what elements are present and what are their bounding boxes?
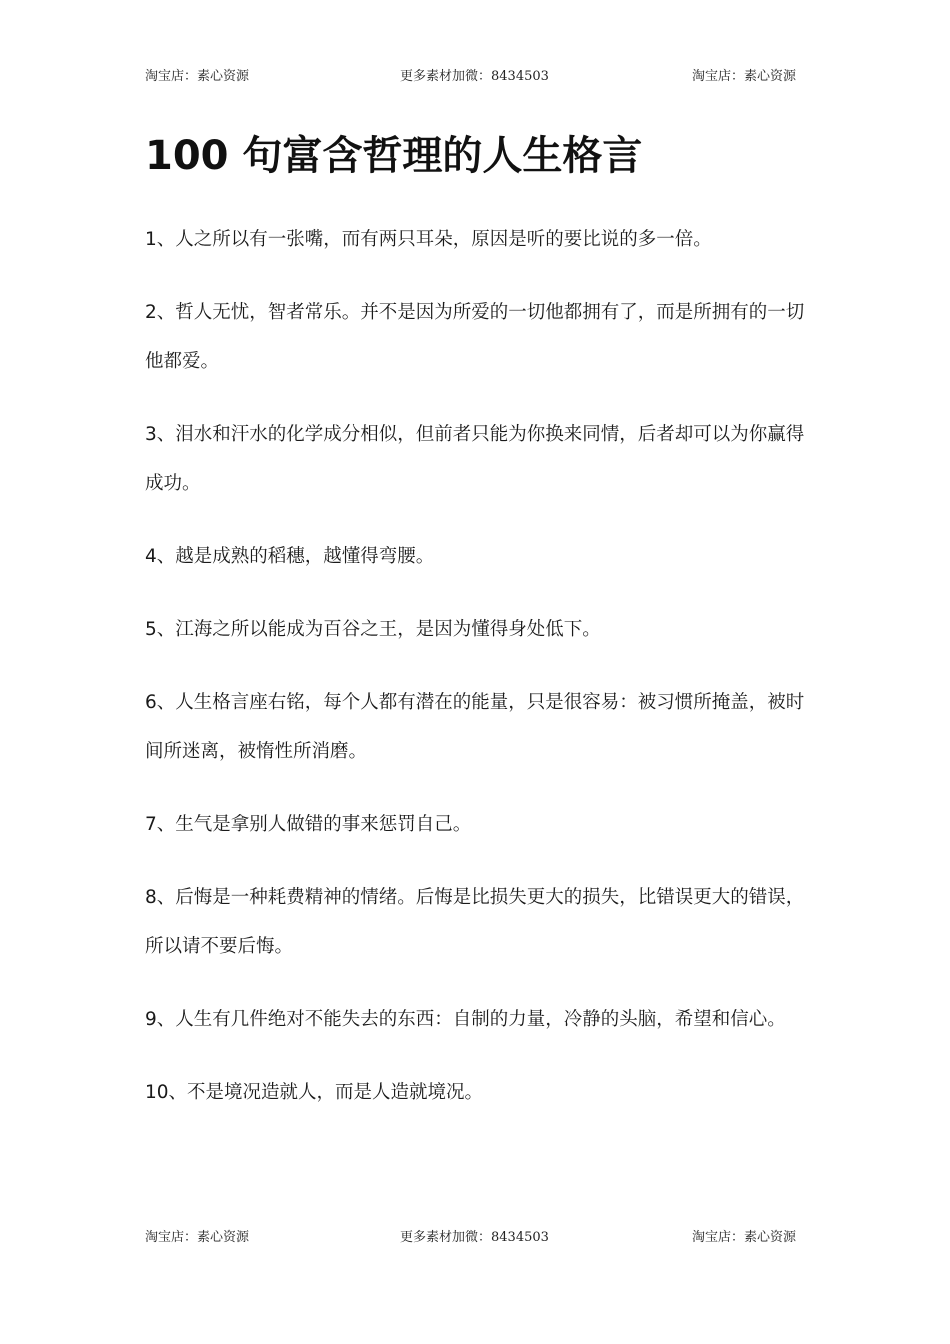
- quote-item: 10、不是境况造就人，而是人造就境况。: [145, 1082, 484, 1103]
- page-title: 100 句富含哲理的人生格言: [145, 133, 643, 179]
- quote-item: 9、人生有几件绝对不能失去的东西：自制的力量，冷静的头脑，希望和信心。: [145, 1009, 786, 1030]
- page-footer: [0, 1228, 950, 1248]
- quote-item: 1、人之所以有一张嘴，而有两只耳朵，原因是听的要比说的多一倍。: [145, 229, 712, 250]
- page-header: [0, 67, 950, 87]
- quote-item: 3、泪水和汗水的化学成分相似，但前者只能为你换来同情，后者却可以为你赢得成功。: [145, 424, 805, 494]
- quote-item: 7、生气是拿别人做错的事来惩罚自己。: [145, 814, 472, 835]
- footer-right-text: 淘宝店：素心资源: [692, 1230, 797, 1245]
- footer-center-text: 更多素材加微：8434503: [400, 1230, 549, 1245]
- quote-item: 4、越是成熟的稻穗，越懂得弯腰。: [145, 546, 435, 567]
- quote-item: 6、人生格言座右铭，每个人都有潜在的能量，只是很容易：被习惯所掩盖，被时间所迷离，被惰性所消磨。: [145, 692, 805, 762]
- footer-left-text: 淘宝店：素心资源: [145, 1230, 250, 1245]
- quote-list: [145, 215, 817, 1117]
- quote-item: 8、后悔是一种耗费精神的情绪。后悔是比损失更大的损失，比错误更大的错误，所以请不要后悔。: [145, 887, 805, 957]
- header-center-text: 更多素材加微：8434503: [400, 69, 549, 84]
- header-left-text: 淘宝店：素心资源: [145, 69, 250, 84]
- header-right-text: 淘宝店：素心资源: [692, 69, 797, 84]
- quote-item: 2、哲人无忧，智者常乐。并不是因为所爱的一切他都拥有了，而是所拥有的一切他都爱。: [145, 302, 805, 372]
- quote-item: 5、江海之所以能成为百谷之王，是因为懂得身处低下。: [145, 619, 601, 640]
